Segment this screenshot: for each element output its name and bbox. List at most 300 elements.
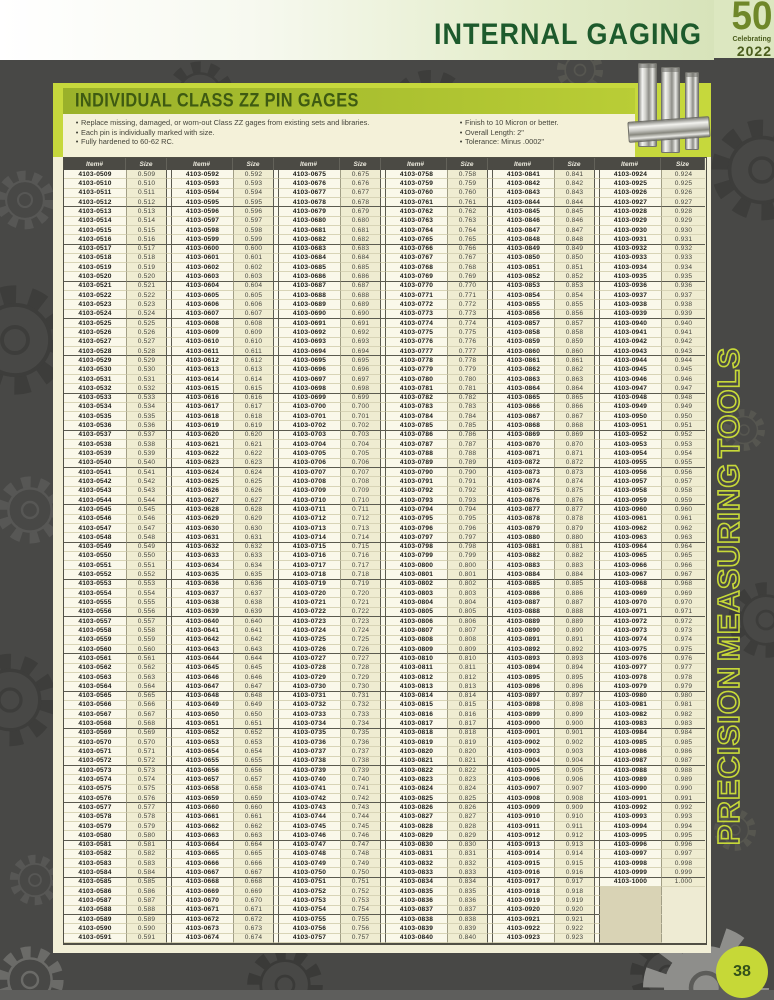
size-cell: 0.693: [340, 338, 381, 347]
item-number-cell: 4103-0534: [64, 403, 126, 412]
size-cell: 0.519: [126, 263, 167, 272]
bullet-text: Replace missing, damaged, or worn-out Class ZZ gages from existing sets and libraries.: [81, 118, 370, 127]
item-number-cell: 4103-0681: [278, 226, 340, 235]
item-number-cell: 4103-0686: [278, 272, 340, 281]
size-cell: 0.813: [447, 682, 488, 691]
item-number-cell: 4103-0669: [171, 887, 233, 896]
bullet-text: Tolerance: Minus .0002": [465, 137, 545, 147]
size-cell: 0.564: [126, 682, 167, 691]
size-cell: 0.572: [126, 757, 167, 766]
item-number-cell: 4103-0785: [385, 421, 447, 430]
item-number-cell: 4103-0702: [278, 421, 340, 430]
table-row: [64, 366, 706, 375]
table-row: [64, 384, 706, 393]
table-row: [64, 179, 706, 188]
size-cell: 0.830: [447, 841, 488, 850]
item-number-cell: 4103-0861: [492, 356, 554, 365]
item-number-cell: 4103-0844: [492, 198, 554, 207]
item-number-cell: 4103-0898: [492, 701, 554, 710]
size-cell: 0.950: [661, 412, 705, 421]
item-number-cell: 4103-0560: [64, 645, 126, 654]
table-row: [64, 207, 706, 216]
item-number-cell: 4103-0913: [492, 841, 554, 850]
item-number-cell: 4103-0687: [278, 282, 340, 291]
item-number-cell: 4103-0631: [171, 533, 233, 542]
item-number-cell: 4103-0978: [599, 673, 661, 682]
item-number-cell: 4103-0830: [385, 841, 447, 850]
item-number-cell: 4103-0939: [599, 310, 661, 319]
item-number-cell: 4103-0543: [64, 487, 126, 496]
size-cell: 0.600: [233, 245, 274, 254]
item-number-cell: 4103-0643: [171, 645, 233, 654]
size-cell: 0.765: [447, 235, 488, 244]
size-cell: 0.759: [447, 179, 488, 188]
item-number-cell: 4103-0974: [599, 636, 661, 645]
size-cell: 0.637: [233, 589, 274, 598]
item-number-cell: 4103-0596: [171, 207, 233, 216]
bullet-text: Overall Length: 2": [465, 127, 524, 137]
item-number-cell: 4103-0758: [385, 170, 447, 179]
item-number-cell: 4103-0696: [278, 366, 340, 375]
item-number-cell: 4103-0889: [492, 617, 554, 626]
size-cell: 0.920: [554, 906, 595, 915]
item-number-cell: 4103-0617: [171, 403, 233, 412]
size-cell: 0.873: [554, 468, 595, 477]
item-number-cell: 4103-0527: [64, 338, 126, 347]
size-cell: 0.794: [447, 505, 488, 514]
size-cell: 0.715: [340, 543, 381, 552]
size-cell: 0.975: [661, 645, 705, 654]
size-cell: 0.524: [126, 310, 167, 319]
bullet-text: Finish to 10 Micron or better.: [465, 118, 559, 127]
size-cell: 0.730: [340, 682, 381, 691]
item-number-cell: 4103-0528: [64, 347, 126, 356]
item-number-cell: 4103-0642: [171, 636, 233, 645]
item-number-cell: 4103-0914: [492, 850, 554, 859]
product-notes-panel: [63, 114, 635, 157]
size-cell: 0.595: [233, 198, 274, 207]
item-number-cell: 4103-0938: [599, 300, 661, 309]
item-number-cell: 4103-0837: [385, 906, 447, 915]
size-cell: 0.754: [340, 906, 381, 915]
item-number-cell: 4103-0646: [171, 673, 233, 682]
table-row: [64, 282, 706, 291]
size-cell: 0.971: [661, 608, 705, 617]
item-number-cell: 4103-0709: [278, 487, 340, 496]
size-cell: 0.512: [126, 198, 167, 207]
item-number-cell: 4103-0866: [492, 403, 554, 412]
size-cell: 0.755: [340, 915, 381, 924]
size-cell: 0.606: [233, 300, 274, 309]
table-row: [64, 850, 706, 859]
size-cell: 0.529: [126, 356, 167, 365]
item-number-cell: 4103-0955: [599, 459, 661, 468]
item-number-cell: 4103-0996: [599, 841, 661, 850]
size-cell: 0.635: [233, 570, 274, 579]
item-number-cell: 4103-0723: [278, 617, 340, 626]
column-header-size: Size: [447, 158, 488, 170]
size-cell: 0.652: [233, 729, 274, 738]
item-number-cell: 4103-0809: [385, 645, 447, 654]
column-header-item: Item#: [64, 158, 126, 170]
size-cell: 0.741: [340, 785, 381, 794]
size-cell: 0.881: [554, 543, 595, 552]
item-number-cell: 4103-0540: [64, 459, 126, 468]
item-number-cell: 4103-0918: [492, 887, 554, 896]
size-cell: 0.717: [340, 561, 381, 570]
size-cell: 0.647: [233, 682, 274, 691]
item-number-cell: 4103-0999: [599, 868, 661, 877]
size-cell: 0.673: [233, 924, 274, 933]
size-cell: 0.674: [233, 934, 274, 943]
item-number-cell: 4103-0841: [492, 170, 554, 179]
size-cell: 0.885: [554, 580, 595, 589]
size-cell: [661, 887, 705, 896]
item-number-cell: 4103-0924: [599, 170, 661, 179]
item-number-cell: 4103-0683: [278, 245, 340, 254]
item-number-cell: 4103-0986: [599, 747, 661, 756]
size-cell: 0.756: [340, 924, 381, 933]
item-number-cell: 4103-0960: [599, 505, 661, 514]
item-number-cell: 4103-0885: [492, 580, 554, 589]
size-cell: 0.814: [447, 692, 488, 701]
bullet-icon: •: [459, 137, 463, 147]
size-cell: 0.622: [233, 449, 274, 458]
item-number-cell: 4103-0673: [171, 924, 233, 933]
item-number-cell: 4103-0575: [64, 785, 126, 794]
item-number-cell: 4103-0945: [599, 366, 661, 375]
item-number-cell: 4103-0671: [171, 906, 233, 915]
item-number-cell: 4103-0935: [599, 272, 661, 281]
size-cell: 0.516: [126, 235, 167, 244]
size-cell: 0.774: [447, 319, 488, 328]
size-cell: 0.515: [126, 226, 167, 235]
table-row: [64, 831, 706, 840]
item-number-cell: 4103-0871: [492, 449, 554, 458]
item-number-cell: 4103-0932: [599, 245, 661, 254]
size-cell: 0.658: [233, 785, 274, 794]
size-cell: 0.671: [233, 906, 274, 915]
item-number-cell: 4103-0756: [278, 924, 340, 933]
item-number-cell: 4103-0983: [599, 719, 661, 728]
size-cell: 0.992: [661, 803, 705, 812]
size-cell: 0.589: [126, 915, 167, 924]
item-number-cell: 4103-0985: [599, 738, 661, 747]
size-cell: 0.990: [661, 785, 705, 794]
item-number-cell: 4103-0632: [171, 543, 233, 552]
size-cell: 0.892: [554, 645, 595, 654]
item-number-cell: 4103-0620: [171, 431, 233, 440]
table-row: [64, 459, 706, 468]
size-cell: 0.929: [661, 217, 705, 226]
size-cell: 0.666: [233, 859, 274, 868]
item-number-cell: 4103-0870: [492, 440, 554, 449]
size-cell: 0.906: [554, 775, 595, 784]
column-header-item: Item#: [171, 158, 233, 170]
item-number-cell: 4103-0948: [599, 394, 661, 403]
item-number-cell: 4103-0649: [171, 701, 233, 710]
item-number-cell: 4103-0561: [64, 654, 126, 663]
item-number-cell: 4103-0670: [171, 896, 233, 905]
item-number-cell: 4103-0750: [278, 868, 340, 877]
size-cell: 0.809: [447, 645, 488, 654]
size-cell: 0.897: [554, 692, 595, 701]
size-cell: 0.711: [340, 505, 381, 514]
size-cell: 0.634: [233, 561, 274, 570]
item-number-cell: 4103-0729: [278, 673, 340, 682]
size-cell: 0.537: [126, 431, 167, 440]
size-cell: 0.910: [554, 813, 595, 822]
item-number-cell: 4103-0774: [385, 319, 447, 328]
item-number-cell: 4103-0836: [385, 896, 447, 905]
item-number-cell: 4103-0957: [599, 477, 661, 486]
size-cell: 0.804: [447, 598, 488, 607]
size-cell: 0.917: [554, 878, 595, 887]
size-cell: 0.949: [661, 403, 705, 412]
size-cell: 0.781: [447, 384, 488, 393]
size-cell: 0.930: [661, 226, 705, 235]
size-cell: 0.610: [233, 338, 274, 347]
size-cell: 0.603: [233, 272, 274, 281]
anniversary-celebrating-label: Celebrating: [732, 36, 771, 43]
table-row: [64, 375, 706, 384]
size-cell: 0.510: [126, 179, 167, 188]
item-number-cell: 4103-0615: [171, 384, 233, 393]
size-cell: 0.620: [233, 431, 274, 440]
item-number-cell: 4103-0695: [278, 356, 340, 365]
size-cell: 0.783: [447, 403, 488, 412]
item-number-cell: 4103-0568: [64, 719, 126, 728]
size-cell: 0.784: [447, 412, 488, 421]
item-number-cell: 4103-0510: [64, 179, 126, 188]
item-number-cell: 4103-0991: [599, 794, 661, 803]
size-cell: 0.875: [554, 487, 595, 496]
size-cell: 0.551: [126, 561, 167, 570]
item-number-cell: 4103-0627: [171, 496, 233, 505]
item-number-cell: 4103-0509: [64, 170, 126, 179]
size-cell: 0.650: [233, 710, 274, 719]
item-number-cell: 4103-0828: [385, 822, 447, 831]
item-number-cell: 4103-0853: [492, 282, 554, 291]
size-cell: 0.520: [126, 272, 167, 281]
item-number-cell: 4103-0692: [278, 328, 340, 337]
item-number-cell: 4103-0551: [64, 561, 126, 570]
size-cell: 0.555: [126, 598, 167, 607]
item-number-cell: 4103-0580: [64, 831, 126, 840]
table-row: [64, 645, 706, 654]
size-cell: 0.548: [126, 533, 167, 542]
item-number-cell: 4103-0825: [385, 794, 447, 803]
size-cell: 0.962: [661, 524, 705, 533]
item-number-cell: 4103-0946: [599, 375, 661, 384]
item-number-cell: 4103-0858: [492, 328, 554, 337]
item-number-cell: 4103-0962: [599, 524, 661, 533]
size-cell: 0.901: [554, 729, 595, 738]
item-number-cell: 4103-0982: [599, 710, 661, 719]
size-cell: 0.710: [340, 496, 381, 505]
size-cell: 0.960: [661, 505, 705, 514]
size-cell: 0.649: [233, 701, 274, 710]
item-number-cell: 4103-0537: [64, 431, 126, 440]
size-cell: 0.726: [340, 645, 381, 654]
size-cell: 0.732: [340, 701, 381, 710]
item-number-cell: 4103-0876: [492, 496, 554, 505]
size-cell: 0.528: [126, 347, 167, 356]
item-number-cell: 4103-0912: [492, 831, 554, 840]
item-number-cell: 4103-0942: [599, 338, 661, 347]
size-cell: 0.995: [661, 831, 705, 840]
item-number-cell: 4103-0659: [171, 794, 233, 803]
item-number-cell: 4103-0782: [385, 394, 447, 403]
size-cell: 0.820: [447, 747, 488, 756]
size-cell: 0.656: [233, 766, 274, 775]
size-cell: 0.810: [447, 654, 488, 663]
item-number-cell: 4103-0969: [599, 589, 661, 598]
size-cell: 0.847: [554, 226, 595, 235]
item-number-cell: 4103-0810: [385, 654, 447, 663]
size-cell: 0.907: [554, 785, 595, 794]
page-number: 38: [733, 963, 751, 980]
item-number-cell: 4103-0582: [64, 850, 126, 859]
item-number-cell: 4103-0569: [64, 729, 126, 738]
size-cell: 0.619: [233, 421, 274, 430]
item-number-cell: 4103-0803: [385, 589, 447, 598]
item-number-cell: 4103-0980: [599, 692, 661, 701]
size-cell: 0.542: [126, 477, 167, 486]
size-cell: 0.989: [661, 775, 705, 784]
item-number-cell: 4103-0743: [278, 803, 340, 812]
item-number-cell: 4103-0878: [492, 515, 554, 524]
bullet-item: [457, 118, 559, 128]
item-number-cell: 4103-0680: [278, 217, 340, 226]
size-cell: 0.788: [447, 449, 488, 458]
table-row: [64, 738, 706, 747]
item-number-cell: 4103-0778: [385, 356, 447, 365]
size-cell: 0.742: [340, 794, 381, 803]
size-cell: 0.613: [233, 366, 274, 375]
item-number-cell: 4103-0763: [385, 217, 447, 226]
item-number-cell: 4103-0536: [64, 421, 126, 430]
item-number-cell: 4103-0820: [385, 747, 447, 756]
size-cell: 0.894: [554, 664, 595, 673]
size-cell: 0.796: [447, 524, 488, 533]
item-number-cell: 4103-0559: [64, 636, 126, 645]
size-cell: 0.980: [661, 692, 705, 701]
item-number-cell: 4103-0609: [171, 328, 233, 337]
item-number-cell: 4103-0931: [599, 235, 661, 244]
size-cell: 0.566: [126, 701, 167, 710]
item-number-cell: 4103-0859: [492, 338, 554, 347]
item-number-cell: 4103-0555: [64, 598, 126, 607]
bullet-icon: •: [459, 127, 463, 137]
item-number-cell: 4103-0762: [385, 207, 447, 216]
size-cell: 0.753: [340, 896, 381, 905]
item-number-cell: 4103-0583: [64, 859, 126, 868]
item-number-cell: 4103-0794: [385, 505, 447, 514]
size-cell: 0.952: [661, 431, 705, 440]
size-cell: 0.808: [447, 636, 488, 645]
item-number-cell: 4103-0890: [492, 626, 554, 635]
item-number-cell: 4103-0592: [171, 170, 233, 179]
size-cell: 0.893: [554, 654, 595, 663]
item-number-cell: 4103-0532: [64, 384, 126, 393]
size-cell: 0.614: [233, 375, 274, 384]
size-cell: 0.509: [126, 170, 167, 179]
item-number-cell: 4103-0708: [278, 477, 340, 486]
size-cell: 0.531: [126, 375, 167, 384]
item-number-cell: 4103-0705: [278, 449, 340, 458]
table-row: [64, 468, 706, 477]
size-cell: 0.636: [233, 580, 274, 589]
size-cell: 0.632: [233, 543, 274, 552]
size-cell: 0.738: [340, 757, 381, 766]
item-number-cell: 4103-0970: [599, 598, 661, 607]
item-number-cell: 4103-0771: [385, 291, 447, 300]
item-number-cell: 4103-0613: [171, 366, 233, 375]
item-number-cell: 4103-0641: [171, 626, 233, 635]
table-row: [64, 896, 706, 905]
item-number-cell: 4103-0959: [599, 496, 661, 505]
item-number-cell: 4103-0973: [599, 626, 661, 635]
item-number-cell: [599, 934, 661, 943]
item-number-cell: 4103-0647: [171, 682, 233, 691]
item-number-cell: 4103-0533: [64, 394, 126, 403]
item-number-cell: 4103-0520: [64, 272, 126, 281]
item-number-cell: 4103-0834: [385, 878, 447, 887]
table-row: [64, 654, 706, 663]
size-cell: 0.905: [554, 766, 595, 775]
size-cell: 0.772: [447, 300, 488, 309]
item-number-cell: 4103-0591: [64, 934, 126, 943]
size-cell: 0.609: [233, 328, 274, 337]
size-cell: 0.966: [661, 561, 705, 570]
size-cell: 0.684: [340, 254, 381, 263]
size-cell: 0.953: [661, 440, 705, 449]
item-number-cell: 4103-0936: [599, 282, 661, 291]
size-cell: 0.694: [340, 347, 381, 356]
item-number-cell: 4103-0736: [278, 738, 340, 747]
item-number-cell: 4103-0842: [492, 179, 554, 188]
size-cell: 0.958: [661, 487, 705, 496]
table-row: [64, 543, 706, 552]
size-cell: 0.972: [661, 617, 705, 626]
table-row: [64, 859, 706, 868]
item-number-cell: 4103-0770: [385, 282, 447, 291]
size-cell: 0.676: [340, 179, 381, 188]
size-cell: 0.588: [126, 906, 167, 915]
sidebar-vertical-text: PRECISION MEASURING TOOLS: [711, 346, 746, 846]
size-cell: 0.982: [661, 710, 705, 719]
size-cell: 0.795: [447, 515, 488, 524]
size-cell: 0.645: [233, 664, 274, 673]
item-number-cell: 4103-0525: [64, 319, 126, 328]
size-cell: 0.559: [126, 636, 167, 645]
size-cell: 0.876: [554, 496, 595, 505]
item-number-cell: [599, 906, 661, 915]
size-cell: 0.638: [233, 598, 274, 607]
item-number-cell: 4103-0824: [385, 785, 447, 794]
item-number-cell: 4103-0916: [492, 868, 554, 877]
size-cell: 0.785: [447, 421, 488, 430]
size-cell: 0.579: [126, 822, 167, 831]
item-number-cell: 4103-0589: [64, 915, 126, 924]
item-number-cell: 4103-0961: [599, 515, 661, 524]
size-cell: 0.670: [233, 896, 274, 905]
bullet-item: [73, 137, 369, 147]
item-number-cell: 4103-0901: [492, 729, 554, 738]
item-number-cell: 4103-0713: [278, 524, 340, 533]
column-header-size: Size: [661, 158, 705, 170]
